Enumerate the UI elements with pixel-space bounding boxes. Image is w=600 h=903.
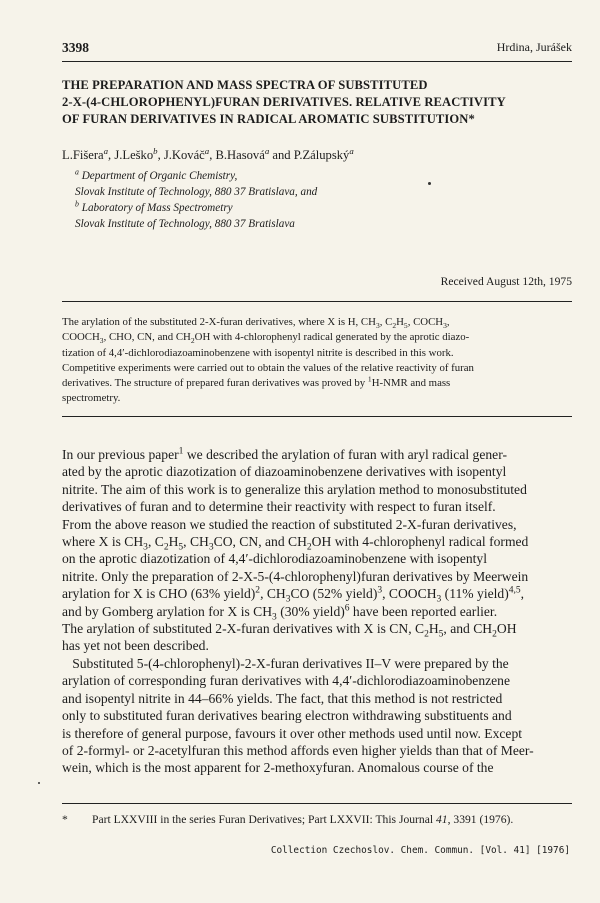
running-head: Hrdina, Jurášek: [496, 40, 572, 54]
abstract-bottom-rule: [62, 416, 572, 417]
footnote-mark: *: [62, 813, 68, 826]
speck: [428, 182, 431, 185]
footnote: * Part LXXVIII in the series Furan Derivatives; Part LXXVII: This Journal 41, 3391 (1976).: [62, 813, 514, 826]
author-name: B.Hasová: [215, 148, 265, 162]
abstract: The arylation of the substituted 2-X-furan derivatives, where X is H, $CH_3$, $C_2H_5$, $COCH_3$, $COOCH_3$, CHO, CN, and $CH_2OH$ with 4-chlorophenyl radical generated by the aprotic diazo- tization of 4,4′-dichlorodiazoaminobenzene with isopentyl nitrite is described in this work. Competitive experiments were carried out to obtain the values of the relative reactivity of furan derivatives. The structure of prepared furan derivatives was proved by $^1$H-NMR and mass spectrometry.: [62, 316, 474, 405]
title-line-1: THE PREPARATION AND MASS SPECTRA OF SUBSTITUTED: [62, 78, 428, 92]
affiliation-b-line1: $^b$ Laboratory of Mass Spectrometry: [75, 199, 233, 214]
journal-citation: Collection Czechoslov. Chem. Commun. [Vol. 41] [1976]: [270, 845, 570, 856]
title-line-2: 2-X-(4-CHLOROPHENYL)FURAN DERIVATIVES. RELATIVE REACTIVITY: [62, 95, 506, 109]
title-line-3: OF FURAN DERIVATIVES IN RADICAL AROMATIC SUBSTITUTION*: [62, 112, 475, 126]
affiliation-b-line2: Slovak Institute of Technology, 880 37 Bratislava: [75, 218, 295, 230]
abstract-top-rule: [62, 301, 572, 302]
author-name: L.Fišera: [62, 148, 104, 162]
affiliations: [75, 168, 317, 232]
page-header: [62, 40, 572, 58]
page-number: 3398: [62, 40, 89, 55]
author-name: J.Kováč: [163, 148, 205, 162]
body-text: In our previous paper$^1$ we described the arylation of furan with aryl radical gener- ated by the aprotic diazotization of diazoaminobenzene derivatives with isopentyl nitrite. The aim of this work is to generalize this arylation method to monosubstituted derivatives of furan and to determine their reactivity with respect to furan itself. From the above reason we studied the reaction of substituted 2-X-furan derivatives, where X is $CH_3$, $C_2H_5$, $CH_3CO$, CN, and $CH_2OH$ with 4-chlorophenyl radical formed on the aprotic diazotization of 4,4′-dichlorodiazoaminobenzene with isopentyl nitrite. Only the preparation of 2-X-5-(4-chlorophenyl)furan derivatives by Meerwein arylation for X is CHO (63% yield)$^2$, $CH_3CO$ (52% yield)$^3$, $COOCH_3$ (11% yield)$^{4,5}$, and by Gomberg arylation for X is $CH_3$ (30% yield)$^6$ have been reported earlier. The arylation of substituted 2-X-furan derivatives with X is CN, $C_2H_5$, and $CH_2OH$ has yet not been described. Substituted 5-(4-chlorophenyl)-2-X-furan derivatives II–V were prepared by the arylation of corresponding furan derivatives with 4,4′-dichlorodiazoaminobenzene and isopentyl nitrite in 44–66% yields. The fact, that this method is not restricted only to substituted furan derivatives bearing electron withdrawing substituents and is therefore of general purpose, favours it over other methods used until now. Except of 2-formyl- or 2-acetylfuran this method affords even higher yields than that of Meer- wein, which is the most apparent for 2-methoxyfuran. Anomalous course of the: [62, 446, 534, 776]
header-rule: [62, 61, 572, 62]
article-title: [62, 77, 577, 128]
received-date: Received August 12th, 1975: [440, 275, 572, 288]
affiliation-a-line2: Slovak Institute of Technology, 880 37 Bratislava, and: [75, 186, 318, 198]
author-conjunction: and: [272, 148, 291, 162]
author-name: J.Leško: [114, 148, 154, 162]
speck: [38, 782, 40, 784]
author-list: L.Fišera$^a$, J.Leško$^b$, J.Kováč$^a$, B.Hasová$^a$ and P.Zálupský$^a$: [62, 145, 354, 162]
affiliation-a-line1: $^a$ Department of Organic Chemistry,: [75, 167, 238, 182]
footnote-rule: [62, 803, 572, 804]
author-name: P.Zálupský: [293, 148, 350, 162]
